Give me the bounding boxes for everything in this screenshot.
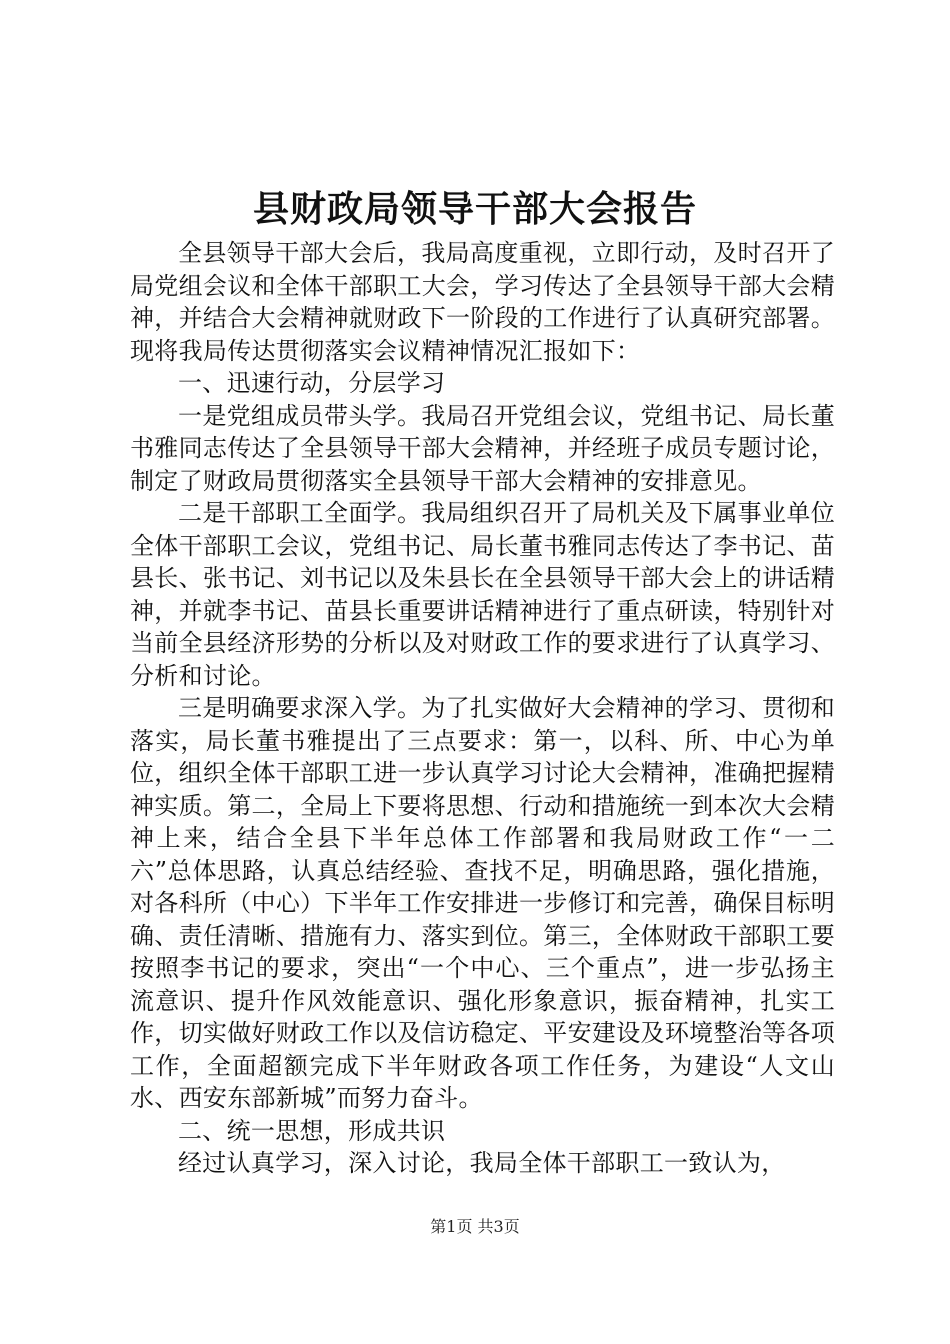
document-body (130, 237, 835, 1180)
paragraph-party-members: 一是党组成员带头学。我局召开党组会议，党组书记、局长董书雅同志传达了全县领导干部大会精神，并经班子成员专题讨论，制定了财政局贯彻落实全县领导干部大会精神的安排意见。 (130, 401, 835, 495)
document-title: 县财政局领导干部大会报告 (252, 188, 697, 230)
paragraph-consensus: 经过认真学习，深入讨论，我局全体干部职工一致认为， (178, 1149, 786, 1177)
page-number-footer: 第1页 共3页 (430, 1217, 520, 1236)
section-heading-2: 二、统一思想，形成共识 (178, 1116, 446, 1145)
paragraph-intro: 全县领导干部大会后，我局高度重视，立即行动，及时召开了局党组会议和全体干部职工大会，学习传达了全县领导干部大会精神，并结合大会精神就财政下一阶段的工作进行了认真研究部署。现将我局传达贯彻落实会议精神情况汇报如下： (130, 239, 835, 365)
paragraph-requirements: 三是明确要求深入学。为了扎实做好大会精神的学习、贯彻和落实，局长董书雅提出了三点要求：第一，以科、所、中心为单位，组织全体干部职工进一步认真学习讨论大会精神，准确把握精神实质。第二，全局上下要将思想、行动和措施统一到本次大会精神上来，结合全县下半年总体工作部署和我局财政工作“一二六”总体思路，认真总结经验、查找不足，明确思路，强化措施，对各科所（中心）下半年工作安排进一步修订和完善，确保目标明确、责任清晰、措施有力、落实到位。第三，全体财政干部职工要按照李书记的要求，突出“一个中心、三个重点”，进一步弘扬主流意识、提升作风效能意识、强化形象意识，振奋精神，扎实工作，切实做好财政工作以及信访稳定、平安建设及环境整治等各项工作，全面超额完成下半年财政各项工作任务，为建设“人文山水、西安东部新城”而努力奋斗。 (130, 694, 835, 1112)
section-heading-1: 一、迅速行动，分层学习 (178, 369, 446, 397)
paragraph-staff-study: 二是干部职工全面学。我局组织召开了局机关及下属事业单位全体干部职工会议，党组书记、局长董书雅同志传达了李书记、苗县长、张书记、刘书记以及朱县长在全县领导干部大会上的讲话精神，并就李书记、苗县长重要讲话精神进行了重点研读，特别针对当前全县经济形势的分析以及对财政工作的要求进行了认真学习、分析和讨论。 (130, 499, 835, 690)
